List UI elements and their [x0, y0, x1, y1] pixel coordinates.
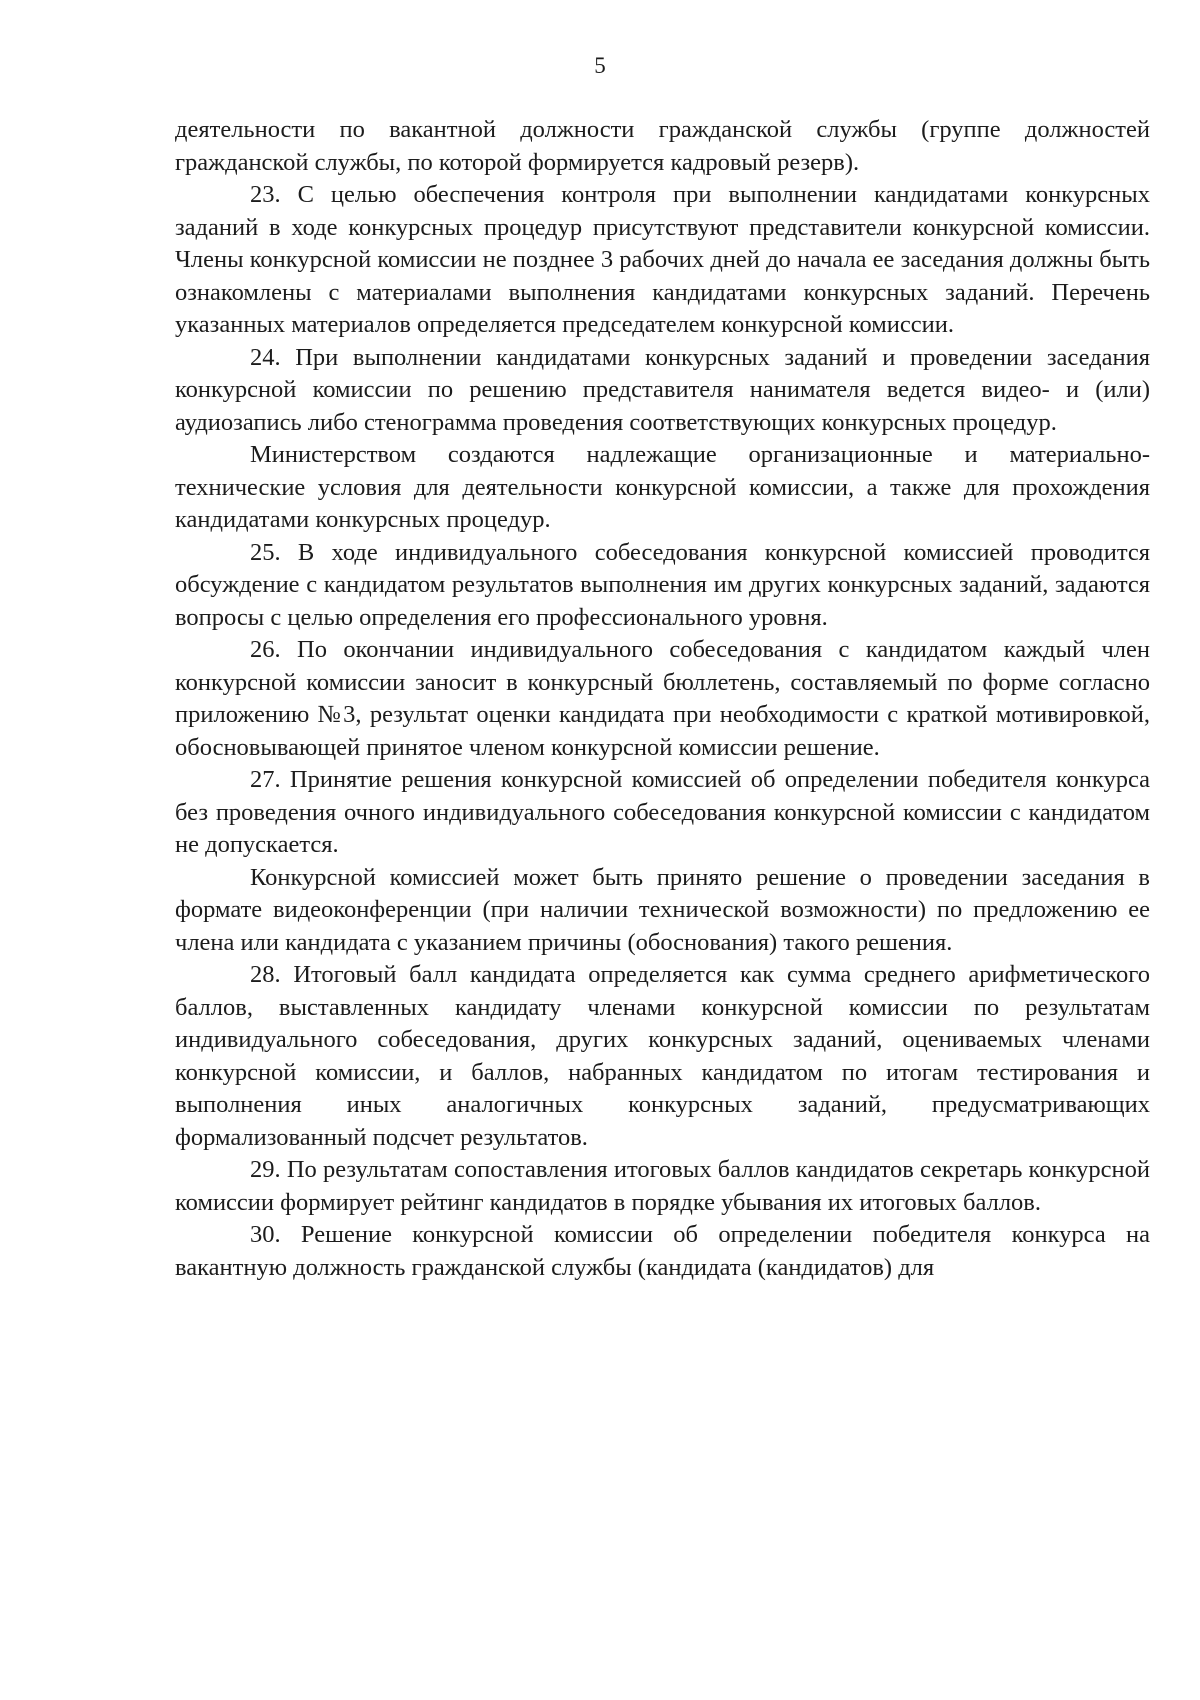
- paragraph-26: 26. По окончании индивидуального собеседования с кандидатом каждый член конкурсной комиссии заносит в конкурсный бюллетень, составляемый по форме согласно приложению №3, результат оценки кандидата при необходимости с краткой мотивировкой, обосновывающей принятое членом конкурсной комиссии решение.: [175, 636, 1150, 761]
- paragraph-30: 30. Решение конкурсной комиссии об определении победителя конкурса на вакантную должность гражданской службы (кандидата (кандидатов) для: [175, 1221, 1150, 1281]
- page-number: 5: [594, 53, 606, 78]
- paragraph-continuation: деятельности по вакантной должности гражданской службы (группе должностей гражданской службы, по которой формируется кадровый резерв).: [175, 116, 1150, 176]
- paragraph-27-videoconference: Конкурсной комиссией может быть принято решение о проведении заседания в формате видеоконференции (при наличии технической возможности) по предложению ее члена или кандидата с указанием причины (обоснования) такого решения.: [175, 863, 1150, 956]
- document-body: [175, 114, 1150, 1284]
- paragraph-24-ministry: Министерством создаются надлежащие организационные и материально-технические условия для деятельности конкурсной комиссии, а также для прохождения кандидатами конкурсных процедур.: [175, 441, 1150, 533]
- paragraph-29: 29. По результатам сопоставления итоговых баллов кандидатов секретарь конкурсной комиссии формирует рейтинг кандидатов в порядке убывания их итоговых баллов.: [175, 1156, 1150, 1216]
- paragraph-23: 23. С целью обеспечения контроля при выполнении кандидатами конкурсных заданий в ходе конкурсных процедур присутствуют представители конкурсной комиссии. Члены конкурсной комиссии не позднее 3 рабочих дней до начала ее заседания должны быть ознакомлены с материалами выполнения кандидатами конкурсных заданий. Перечень указанных материалов определяется председателем конкурсной комиссии.: [175, 181, 1150, 338]
- paragraph-28: 28. Итоговый балл кандидата определяется как сумма среднего арифметического баллов, выставленных кандидату членами конкурсной комиссии по результатам индивидуального собеседования, других конкурсных заданий, оцениваемых членами конкурсной комиссии, и баллов, набранных кандидатом по итогам тестирования и выполнения иных аналогичных конкурсных заданий, предусматривающих формализованный подсчет результатов.: [175, 961, 1150, 1151]
- paragraph-27: 27. Принятие решения конкурсной комиссией об определении победителя конкурса без проведения очного индивидуального собеседования конкурсной комиссии с кандидатом не допускается.: [175, 766, 1150, 858]
- paragraph-24: 24. При выполнении кандидатами конкурсных заданий и проведении заседания конкурсной комиссии по решению представителя нанимателя ведется видео- и (или) аудиозапись либо стенограмма проведения соответствующих конкурсных процедур.: [175, 343, 1150, 436]
- paragraph-25: 25. В ходе индивидуального собеседования конкурсной комиссией проводится обсуждение с кандидатом результатов выполнения им других конкурсных заданий, задаются вопросы с целью определения его профессионального уровня.: [175, 538, 1150, 631]
